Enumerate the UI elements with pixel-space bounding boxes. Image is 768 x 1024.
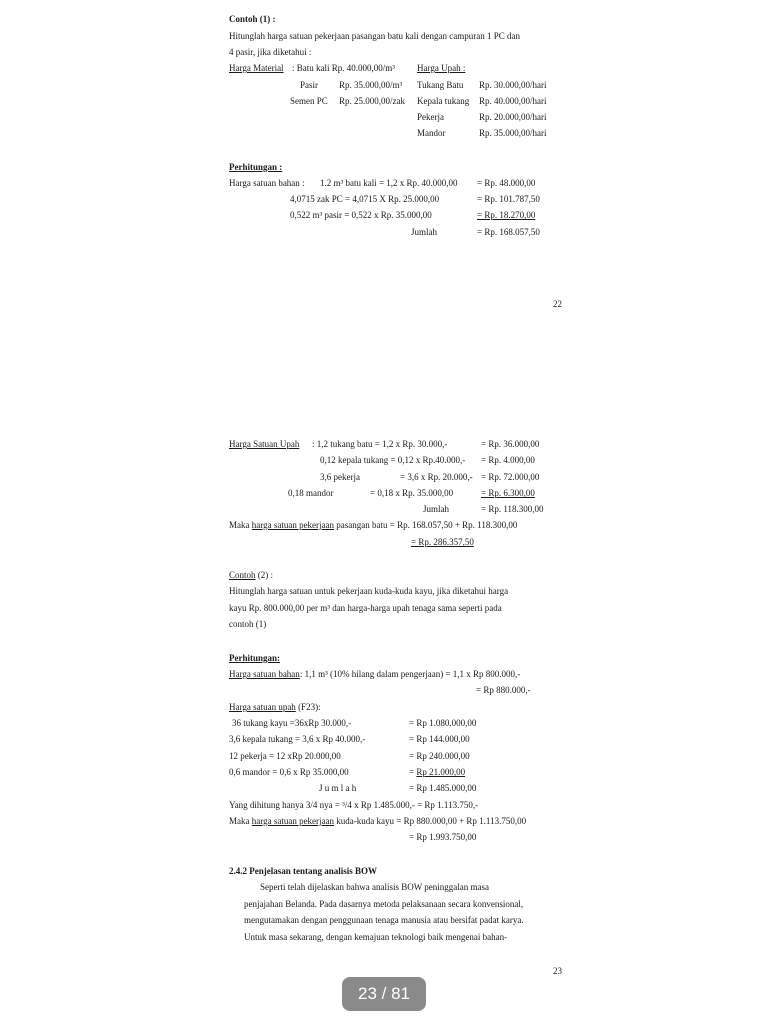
example-2-line-2: kayu Rp. 800.000,00 per m³ dan harga-harga upah tenaga sama seperti pada [229, 603, 502, 613]
example-2-label: Contoh [229, 570, 256, 580]
material-cost-value-2: = Rp. 101.787,50 [477, 194, 540, 204]
section-heading-2-4-2: 2.4.2 Penjelasan tentang analisis BOW [229, 866, 378, 876]
unit-price-result: = Rp. 286.357,50 [411, 537, 474, 547]
example-1-intro-line-1: Hitunglah harga satuan pekerjaan pasangan batu kali dengan campuran 1 PC dan [229, 31, 520, 41]
material-label: Harga Material [229, 63, 284, 73]
wood-labor-line-1: 36 tukang kayu =36xRp 30.000,- [232, 718, 352, 728]
labor-line-3-calc: = 3,6 x Rp. 20.000,- [400, 472, 473, 482]
wood-labor-value-4-amount: Rp 21.000,00 [416, 767, 466, 777]
summary-prefix: Maka [229, 520, 252, 530]
wood-labor-value-3: = Rp 240.000,00 [409, 751, 470, 761]
material-pasir-price: Rp. 35.000,00/m³ [339, 80, 403, 90]
wood-labor-value-4 [409, 767, 465, 778]
upah-kepala-tukang: Kepala tukang [417, 96, 470, 106]
page-indicator[interactable]: 23 / 81 [342, 977, 426, 1011]
material-batu-kali: : Batu kali Rp. 40.000,00/m³ [292, 63, 395, 73]
example-1-heading: Contoh (1) : [229, 14, 276, 24]
wood-labor-total: = Rp 1.485.000,00 [409, 783, 477, 793]
material-cost-label: Harga satuan bahan : [229, 178, 305, 188]
paragraph-line-2: penjajahan Belanda. Pada dasarnya metoda pelaksanaan secara konvensional, [244, 899, 524, 909]
labor-value-1: = Rp. 36.000,00 [481, 439, 540, 449]
calculation-heading-2: Perhitungan: [229, 653, 281, 663]
paragraph-line-3: mengutamakan dengan penggunaan tenaga manusia atau bersifat padat karya. [244, 915, 524, 925]
summary-underlined: harga satuan pekerjaan [251, 520, 335, 530]
material-cost-line-2: 4,0715 zak PC = 4,0715 X Rp. 25.000,00 [290, 194, 440, 204]
material-cost-2 [229, 669, 520, 680]
material-pasir-name: Pasir [300, 80, 318, 90]
upah-pekerja: Pekerja [417, 112, 444, 122]
material-cost-total: = Rp. 168.057,50 [477, 227, 540, 237]
labor-value-4: = Rp. 6.300,00 [481, 488, 535, 498]
summary-2-underlined: harga satuan pekerjaan [251, 816, 335, 826]
wood-labor-total-label: J u m l a h [319, 783, 357, 793]
wood-labor-line-2: 3,6 kepala tukang = 3,6 x Rp 40.000,- [229, 734, 366, 744]
material-cost-2-label: Harga satuan bahan [229, 669, 300, 679]
summary-text: pasangan batu = Rp. 168.057,50 + Rp. 118.300,00 [334, 520, 518, 530]
example-2-heading [229, 570, 273, 581]
labor-line-2: 0,12 kepala tukang = 0,12 x Rp.40.000,- [320, 455, 466, 465]
wood-labor-line-4: 0,6 mandor = 0,6 x Rp 35.000,00 [229, 767, 349, 777]
example-2-number: (2) : [255, 570, 274, 580]
page-number-23: 23 [553, 966, 562, 976]
material-cost-value-1: = Rp. 48.000,00 [477, 178, 536, 188]
wood-labor-value-2: = Rp 144.000,00 [409, 734, 470, 744]
labor-cost-2-heading [229, 702, 321, 713]
material-semen-price: Rp. 25.000,00/zak [339, 96, 405, 106]
material-cost-line-3: 0,522 m³ pasir = 0,522 x Rp. 35.000,00 [290, 210, 432, 220]
labor-value-2: = Rp. 4.000,00 [481, 455, 535, 465]
summary-2-prefix: Maka [229, 816, 252, 826]
unit-price-result-2: = Rp 1.993.750,00 [409, 832, 477, 842]
upah-tukang-batu-price: Rp. 30.000,00/hari [479, 80, 547, 90]
labor-line-4: 0,18 mandor [288, 488, 334, 498]
upah-tukang-batu: Tukang Batu [417, 80, 464, 90]
wood-labor-line-3: 12 pekerja = 12 xRp 20.000,00 [229, 751, 341, 761]
labor-line-1: : 1,2 tukang batu = 1,2 x Rp. 30.000,- [312, 439, 448, 449]
material-cost-line-1: 1.2 m³ batu kali = 1,2 x Rp. 40.000,00 [320, 178, 458, 188]
upah-mandor: Mandor [417, 128, 446, 138]
labor-line-4-calc: = 0,18 x Rp. 35.000,00 [370, 488, 454, 498]
unit-price-summary-2 [229, 816, 526, 827]
upah-kepala-tukang-price: Rp. 40.000,00/hari [479, 96, 547, 106]
labor-cost-2-label: Harga satuan upah [229, 702, 296, 712]
labor-cost-2-ref: (F23): [295, 702, 321, 712]
unit-price-summary [229, 520, 517, 531]
calculation-heading: Perhitungan : [229, 162, 283, 172]
paragraph-line-1: Seperti telah dijelaskan bahwa analisis BOW peninggalan masa [260, 882, 490, 892]
labor-line-3: 3,6 pekerja [320, 472, 360, 482]
summary-2-text: kuda-kuda kayu = Rp 880.000,00 + Rp 1.113.750,00 [334, 816, 527, 826]
paragraph-line-4: Untuk masa sekarang, dengan kemajuan teknologi baik mengenai bahan- [244, 932, 508, 942]
material-cost-value-3: = Rp. 18.270,00 [477, 210, 536, 220]
upah-mandor-price: Rp. 35.000,00/hari [479, 128, 547, 138]
material-cost-total-label: Jumlah [411, 227, 437, 237]
example-2-line-3: contoh (1) [229, 619, 267, 629]
wood-labor-value-4-eq: = [409, 767, 417, 777]
page-number-22: 22 [553, 299, 562, 309]
material-cost-2-result: = Rp 880.000,- [476, 685, 531, 695]
wood-labor-value-1: = Rp 1.080.000,00 [409, 718, 477, 728]
material-semen-name: Semen PC [290, 96, 328, 106]
material-cost-2-text: : 1,1 m³ (10% hilang dalam pengerjaan) = 1,1 x Rp 800.000,- [299, 669, 521, 679]
labor-cost-label: Harga Satuan Upah [229, 439, 300, 449]
labor-total: = Rp. 118.300,00 [481, 504, 544, 514]
example-2-line-1: Hitunglah harga satuan untuk pekerjaan kuda-kuda kayu, jika diketahui harga [229, 586, 509, 596]
upah-label: Harga Upah : [417, 63, 466, 73]
labor-total-label: Jumlah [423, 504, 449, 514]
upah-pekerja-price: Rp. 20.000,00/hari [479, 112, 547, 122]
example-1-intro-line-2: 4 pasir, jika diketahui : [229, 47, 312, 57]
labor-value-3: = Rp. 72.000,00 [481, 472, 540, 482]
three-quarter-calc: Yang dihitung hanya 3/4 nya = ³/4 x Rp 1.485.000,- = Rp 1.113.750,- [229, 800, 479, 810]
